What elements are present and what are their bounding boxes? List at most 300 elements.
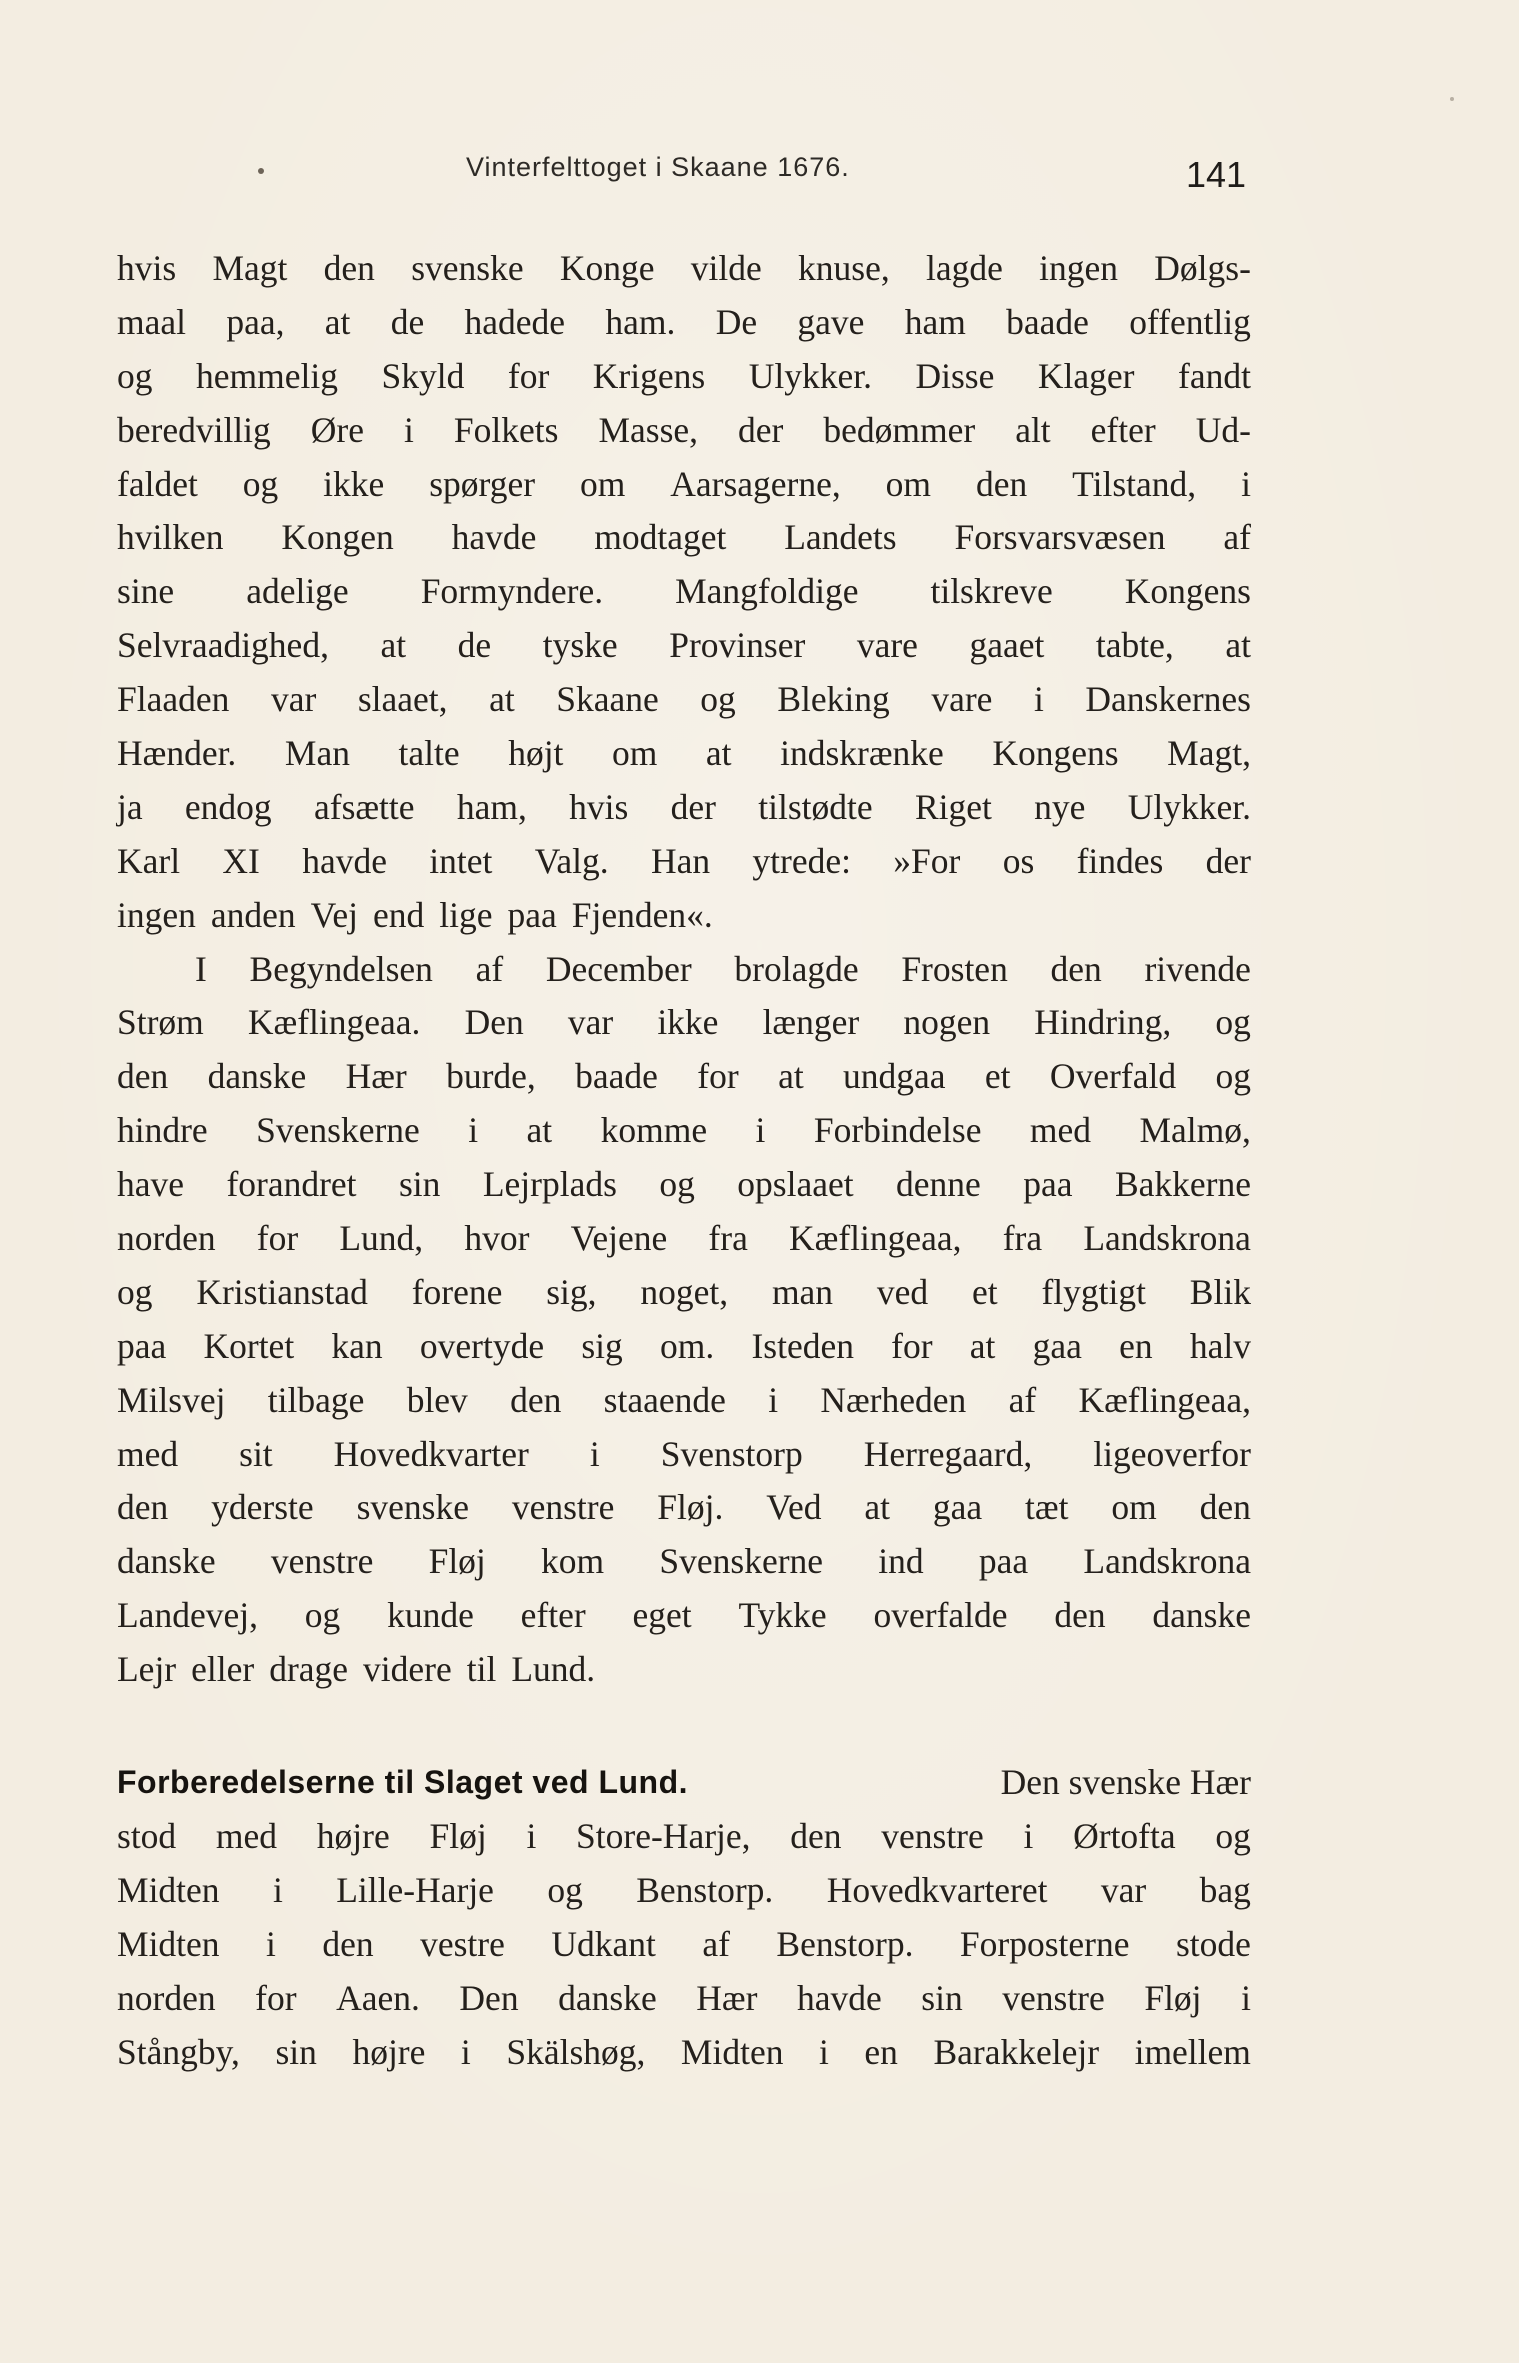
word: af — [1223, 517, 1251, 558]
word: bedømmer — [823, 409, 976, 450]
word: højt — [508, 733, 564, 774]
text-line — [117, 1535, 1251, 1589]
word: Stångby, — [117, 2031, 240, 2072]
word: tyske — [542, 625, 618, 666]
word: danske — [117, 1541, 216, 1582]
word: man — [771, 1271, 834, 1312]
word: Kæflingeaa, — [1078, 1379, 1251, 1420]
page-number: 141 — [1186, 154, 1247, 195]
word: Landskrona — [1083, 1541, 1251, 1582]
word: for — [507, 355, 550, 396]
word: Kortet — [203, 1325, 295, 1366]
text-line — [117, 1918, 1251, 1972]
word: den — [322, 1923, 374, 1964]
word: for — [891, 1325, 933, 1366]
text-line — [117, 1589, 1251, 1643]
word: hvor — [464, 1218, 530, 1259]
word: der — [1205, 840, 1251, 881]
word: Strøm — [117, 1002, 204, 1043]
word: og — [304, 1595, 341, 1636]
word: Hær — [345, 1056, 407, 1097]
word: af — [1008, 1379, 1037, 1420]
word: og — [242, 463, 279, 504]
word: den — [1050, 948, 1102, 989]
word: om — [885, 463, 932, 504]
word: Dølgs- — [1154, 248, 1251, 288]
word: Vejene — [570, 1218, 668, 1259]
word: ham, — [456, 786, 527, 827]
word: sig, — [546, 1271, 597, 1312]
word: alt — [1015, 409, 1051, 450]
word: i — [1241, 1977, 1251, 2018]
word: Landets — [784, 517, 897, 558]
word: os — [1002, 840, 1035, 881]
word: adelige — [246, 571, 349, 612]
word: i — [819, 2031, 829, 2072]
word: Tykke — [738, 1595, 827, 1636]
text-line — [117, 835, 1251, 889]
text-line — [117, 565, 1251, 619]
word: Kæflingeaa, — [789, 1218, 962, 1259]
word: Valg. — [534, 840, 609, 881]
word: Benstorp. — [636, 1869, 774, 1910]
word: gaa — [1032, 1325, 1082, 1366]
word: Provinser — [669, 625, 806, 666]
word: forandret — [226, 1164, 357, 1205]
word: Bleking — [777, 679, 890, 720]
word: de — [390, 301, 425, 342]
text-line — [117, 404, 1251, 458]
word: for — [256, 1218, 299, 1259]
word: Fløj — [429, 1815, 487, 1856]
word: og — [117, 355, 153, 396]
word: Hovedkvarteret — [826, 1869, 1048, 1910]
word: opslaaet — [737, 1164, 854, 1205]
word: at — [778, 1056, 804, 1097]
word: at — [380, 625, 407, 666]
word: ikke — [657, 1002, 719, 1043]
word: sin — [275, 2031, 317, 2072]
word: Malmø, — [1139, 1110, 1251, 1151]
word: tilstødte — [758, 786, 873, 827]
heading-line-text: Den svenske Hær — [1000, 1762, 1251, 1803]
word: Magt, — [1167, 733, 1251, 774]
word: Forbindelse — [813, 1110, 982, 1151]
word: Aaen. — [336, 1977, 420, 2018]
word: ham. — [605, 301, 676, 342]
word: findes — [1076, 840, 1164, 881]
word: Ulykker. — [748, 355, 872, 396]
word: overtyde — [419, 1325, 545, 1366]
word: Lejr — [117, 1649, 177, 1690]
word: Krigens — [592, 355, 706, 396]
word: ingen — [1039, 248, 1119, 288]
word: danske — [207, 1056, 307, 1097]
word: Folkets — [453, 409, 559, 450]
word: for — [255, 1977, 297, 2018]
word: i — [460, 2031, 471, 2072]
word: Den — [464, 1002, 524, 1043]
text-line — [117, 1864, 1251, 1918]
word: højre — [352, 2031, 426, 2072]
word: og — [700, 679, 736, 720]
word: hemmelig — [196, 355, 338, 396]
word: eller — [191, 1649, 255, 1690]
word: flygtigt — [1041, 1271, 1146, 1312]
word: Skälshøg, — [506, 2031, 646, 2072]
text-line — [117, 1104, 1251, 1158]
word: sin — [398, 1164, 441, 1205]
text-line — [117, 673, 1251, 727]
word: ind — [878, 1541, 924, 1582]
word: at — [489, 679, 515, 720]
word: denne — [896, 1164, 981, 1205]
word: at — [705, 733, 732, 774]
word: den — [510, 1379, 562, 1420]
word: Fløj. — [657, 1487, 724, 1528]
word: Flaaden — [117, 679, 230, 720]
word: den — [117, 1056, 169, 1097]
word: at — [1225, 625, 1251, 666]
text-line — [117, 1972, 1251, 2026]
word: modtaget — [594, 517, 727, 558]
word: med — [1029, 1110, 1092, 1151]
word: have — [117, 1164, 185, 1205]
word: fra — [708, 1218, 748, 1259]
word: ham — [904, 301, 966, 342]
word: Herregaard, — [863, 1433, 1033, 1474]
word: Konge — [559, 248, 655, 288]
word: tæt — [1025, 1487, 1069, 1528]
word: vestre — [420, 1923, 505, 1964]
word: Fløj — [1144, 1977, 1202, 2018]
text-line — [117, 996, 1251, 1050]
word: og — [547, 1869, 583, 1910]
word: Skaane — [556, 679, 659, 720]
word: paa — [1023, 1164, 1073, 1205]
word: Øre — [310, 409, 365, 450]
word: overfalde — [873, 1595, 1008, 1636]
word: Magt — [212, 248, 288, 288]
word: ligeoverfor — [1093, 1433, 1251, 1474]
text-line — [117, 350, 1251, 404]
word: om — [1111, 1487, 1157, 1528]
word: den — [975, 463, 1028, 504]
word: Hænder. — [117, 733, 237, 774]
word: ytrede: — [752, 840, 851, 881]
word: Kongen — [281, 517, 394, 558]
word: forene — [411, 1271, 503, 1312]
word: slaaet, — [357, 679, 448, 720]
word: videre — [363, 1649, 452, 1690]
word: imellem — [1134, 2031, 1251, 2072]
text-line — [117, 619, 1251, 673]
text-line — [117, 1266, 1251, 1320]
text-line — [117, 781, 1251, 835]
word: tilbage — [267, 1379, 365, 1420]
word: Svenskerne — [659, 1541, 824, 1582]
word: Fjenden«. — [571, 894, 713, 935]
word: eget — [632, 1595, 692, 1636]
word: til — [466, 1649, 497, 1690]
word: og — [117, 1271, 153, 1312]
word: Barakkelejr — [933, 2031, 1100, 2072]
word: nye — [1034, 786, 1086, 827]
word: Vej — [310, 894, 358, 935]
heading-line — [117, 1756, 1251, 1810]
word: Kristianstad — [196, 1271, 368, 1312]
word: højre — [316, 1815, 390, 1856]
word: endog — [184, 786, 272, 827]
word: var — [270, 679, 317, 720]
word: med — [215, 1815, 278, 1856]
word: paa — [978, 1541, 1029, 1582]
word: i — [272, 1869, 283, 1910]
word: den — [1199, 1487, 1251, 1528]
word: nogen — [903, 1002, 991, 1043]
text-line — [117, 1428, 1251, 1482]
word: ingen — [117, 894, 196, 935]
word: sin — [921, 1977, 963, 2018]
text-line — [117, 1481, 1251, 1535]
word: Midten — [117, 1923, 220, 1964]
word: komme — [600, 1110, 708, 1151]
word: sine — [117, 571, 175, 612]
word: der — [670, 786, 716, 827]
word: svenske — [356, 1487, 469, 1528]
word: staaende — [603, 1379, 726, 1420]
word: for — [697, 1056, 739, 1097]
word: var — [1100, 1869, 1147, 1910]
word: i — [1241, 463, 1251, 504]
word: den — [790, 1815, 842, 1856]
word: Hindring, — [1034, 1002, 1172, 1043]
word: i — [526, 1815, 537, 1856]
word: anden — [210, 894, 296, 935]
word: Begyndelsen — [249, 948, 433, 989]
text-line — [117, 1374, 1251, 1428]
word: af — [475, 948, 504, 989]
word: i — [266, 1923, 276, 1964]
word: Lund. — [511, 1649, 596, 1690]
word: Selvraadighed, — [117, 625, 329, 666]
text-line — [117, 889, 1251, 943]
page-speck — [1450, 97, 1454, 101]
word: længer — [762, 1002, 860, 1043]
word: brolagde — [734, 948, 859, 989]
word: den — [117, 1487, 169, 1528]
word: venstre — [881, 1815, 984, 1856]
word: Ulykker. — [1127, 786, 1251, 827]
word: noget, — [640, 1271, 729, 1312]
word: Karl — [117, 840, 181, 881]
word: om — [579, 463, 626, 504]
word: hindre — [117, 1110, 208, 1151]
word: Milsvej — [117, 1379, 226, 1420]
text-line — [117, 1212, 1251, 1266]
word: paa, — [226, 301, 285, 342]
word: hvis — [569, 786, 629, 827]
text-line — [117, 727, 1251, 781]
word: danske — [1152, 1595, 1251, 1636]
word: tabte, — [1095, 625, 1174, 666]
word: faldet — [117, 463, 198, 504]
word: Midten — [117, 1869, 220, 1910]
word: Formyndere. — [420, 571, 604, 612]
text-line — [117, 943, 1251, 997]
word: talte — [398, 733, 460, 774]
word: hvis — [117, 248, 177, 288]
word: Ud- — [1195, 409, 1251, 450]
text-line — [117, 511, 1251, 565]
word: norden — [117, 1218, 216, 1259]
word: Svenskerne — [256, 1110, 420, 1151]
word: i — [404, 409, 414, 450]
body-text — [117, 242, 1251, 2079]
header-dot — [258, 168, 264, 174]
word: gaa — [932, 1487, 983, 1528]
word: i — [768, 1379, 779, 1420]
word: Forsvarsvæsen — [954, 517, 1166, 558]
word: gaaet — [969, 625, 1045, 666]
word: blev — [406, 1379, 468, 1420]
word: havde — [451, 517, 537, 558]
word: hvilken — [117, 517, 224, 558]
word: Tilstand, — [1072, 463, 1197, 504]
word: spørger — [429, 463, 536, 504]
word: Landskrona — [1083, 1218, 1251, 1259]
word: Forposterne — [959, 1923, 1130, 1964]
word: i — [755, 1110, 766, 1151]
word: Overfald — [1049, 1056, 1177, 1097]
word: Kongens — [1124, 571, 1251, 612]
word: Udkant — [551, 1923, 656, 1964]
word: fandt — [1178, 355, 1251, 396]
word: Kæflingeaa. — [247, 1002, 421, 1043]
word: venstre — [270, 1541, 374, 1582]
word: drage — [269, 1649, 349, 1690]
word: kom — [541, 1541, 605, 1582]
word: Lejrplads — [482, 1164, 617, 1205]
word: burde, — [446, 1056, 536, 1097]
text-line — [117, 1810, 1251, 1864]
word: Nærheden — [820, 1379, 967, 1420]
word: om — [611, 733, 658, 774]
word: havde — [796, 1977, 882, 2018]
word: tilskreve — [930, 571, 1053, 612]
word: et — [984, 1056, 1011, 1097]
word: I — [195, 948, 207, 989]
word: lige — [439, 894, 493, 935]
word: lagde — [926, 248, 1003, 288]
word: i — [1033, 679, 1044, 720]
word: Landevej, — [117, 1595, 258, 1636]
word: i — [589, 1433, 600, 1474]
word: at — [969, 1325, 996, 1366]
word: Lille-Harje — [336, 1869, 494, 1910]
word: ja — [117, 786, 143, 827]
word: Ørtofta — [1073, 1815, 1176, 1856]
word: de — [457, 625, 492, 666]
word: Frosten — [901, 948, 1008, 989]
text-line — [117, 296, 1251, 350]
word: vare — [856, 625, 918, 666]
word: at — [324, 301, 351, 342]
word: sit — [239, 1433, 273, 1474]
word: Hovedkvarter — [333, 1433, 529, 1474]
word: norden — [117, 1977, 216, 2018]
word: at — [526, 1110, 553, 1151]
word: fra — [1002, 1218, 1043, 1259]
word: ved — [876, 1271, 929, 1312]
text-line — [117, 1158, 1251, 1212]
word: offentlig — [1129, 301, 1251, 342]
word: Hær — [696, 1977, 758, 2018]
word: Bakkerne — [1114, 1164, 1251, 1205]
word: Disse — [915, 355, 995, 396]
word: end — [372, 894, 425, 935]
text-line — [117, 1320, 1251, 1374]
word: svenske — [411, 248, 524, 288]
text-line — [117, 1050, 1251, 1104]
word: om. — [659, 1325, 715, 1366]
word: Klager — [1037, 355, 1135, 396]
word: indskrænke — [780, 733, 944, 774]
text-line — [117, 1643, 1251, 1697]
running-title: Vinterfelttoget i Skaane 1676. — [466, 152, 850, 182]
word: baade — [1006, 301, 1089, 342]
word: hadede — [464, 301, 566, 342]
word: Man — [284, 733, 350, 774]
word: en — [1119, 1325, 1153, 1366]
word: paa — [507, 894, 557, 935]
word: maal — [117, 301, 186, 342]
word: bag — [1199, 1869, 1251, 1910]
word: »For — [893, 840, 961, 881]
word: ikke — [323, 463, 385, 504]
word: havde — [302, 840, 387, 881]
word: vilde — [690, 248, 762, 288]
text-line — [117, 2026, 1251, 2080]
word: efter — [520, 1595, 586, 1636]
word: Masse, — [598, 409, 699, 450]
section-heading: Forberedelserne til Slaget ved Lund. — [117, 1764, 689, 1801]
word: at — [864, 1487, 890, 1528]
word: Fløj — [428, 1541, 486, 1582]
word: paa — [117, 1325, 167, 1366]
word: knuse, — [798, 248, 890, 288]
word: De — [715, 301, 758, 342]
word: Riget — [914, 786, 992, 827]
word: Midten — [680, 2031, 784, 2072]
word: beredvillig — [117, 409, 271, 450]
word: efter — [1090, 409, 1156, 450]
word: et — [971, 1271, 998, 1312]
word: undgaa — [843, 1056, 946, 1097]
word: Ved — [766, 1487, 822, 1528]
word: Isteden — [751, 1325, 854, 1366]
text-line — [117, 458, 1251, 512]
word: venstre — [1002, 1977, 1105, 2018]
text-line — [117, 242, 1251, 296]
word: af — [702, 1923, 730, 1964]
word: Lund, — [339, 1218, 424, 1259]
word: i — [1023, 1815, 1034, 1856]
word: vare — [931, 679, 993, 720]
word: Benstorp. — [776, 1923, 914, 1964]
word: sig — [581, 1325, 623, 1366]
word: Svenstorp — [660, 1433, 803, 1474]
